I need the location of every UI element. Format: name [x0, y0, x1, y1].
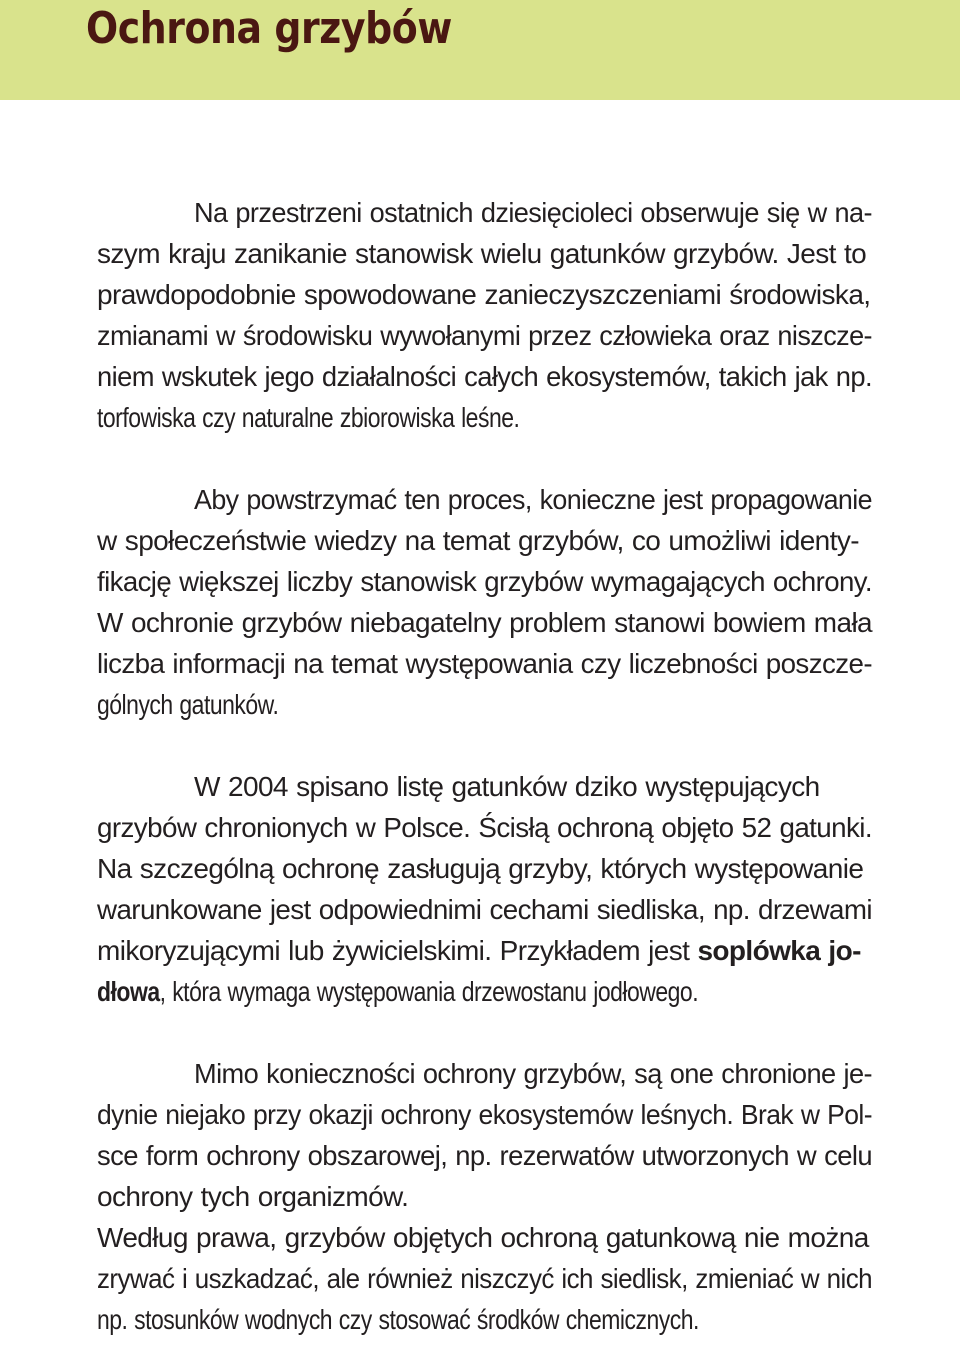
text-line: sce form ochrony obszarowej, np. rezerwatów utworzonych w celu — [97, 1140, 872, 1171]
species-name-bold: soplówka jo- — [697, 935, 861, 966]
text-line: Mimo konieczności ochrony grzybów, są one chronione je- — [194, 1058, 872, 1089]
text-line: np. stosunków wodnych czy stosować środków chemicznych. — [97, 1304, 699, 1335]
text-line-mixed — [97, 930, 872, 971]
text-line: gólnych gatunków. — [97, 689, 279, 720]
paragraph-4 — [97, 1053, 872, 1340]
text-segment: , która wymaga występowania drzewostanu jodłowego. — [159, 976, 699, 1007]
page-title: Ochrona grzybów — [86, 3, 452, 54]
text-line: torfowiska czy naturalne zbiorowiska leśne. — [97, 402, 520, 433]
paragraph-gap — [97, 438, 872, 479]
text-segment: mikoryzującymi lub żywicielskimi. Przykładem jest — [97, 935, 698, 966]
paragraph-3 — [97, 766, 872, 1012]
text-line: Na przestrzeni ostatnich dziesięcioleci obserwuje się w na- — [194, 197, 872, 228]
paragraph-2 — [97, 479, 872, 725]
text-line: W ochronie grzybów niebagatelny problem stanowi bowiem mała — [97, 607, 872, 638]
text-line-mixed — [97, 971, 872, 1012]
text-line: zrywać i uszkadzać, ale również niszczyć ich siedlisk, zmieniać w nich — [97, 1263, 872, 1294]
text-line: Według prawa, grzybów objętych ochroną gatunkową nie można — [97, 1222, 869, 1253]
species-name-bold: dłowa — [97, 976, 160, 1007]
paragraph-gap — [97, 725, 872, 766]
text-line: Aby powstrzymać ten proces, konieczne jest propagowanie — [194, 484, 872, 515]
text-line: dynie niejako przy okazji ochrony ekosystemów leśnych. Brak w Pol- — [97, 1099, 872, 1130]
text-line: zmianami w środowisku wywołanymi przez człowieka oraz niszcze- — [97, 320, 872, 351]
text-line: prawdopodobnie spowodowane zanieczyszczeniami środowiska, — [97, 279, 871, 310]
text-line: ochrony tych organizmów. — [97, 1181, 409, 1212]
text-line: fikację większej liczby stanowisk grzybów wymagających ochrony. — [97, 566, 872, 597]
text-line: niem wskutek jego działalności całych ekosystemów, takich jak np. — [97, 361, 872, 392]
text-line: w społeczeństwie wiedzy na temat grzybów, co umożliwi identy- — [97, 525, 859, 556]
paragraph-1 — [97, 192, 872, 438]
text-line: szym kraju zanikanie stanowisk wielu gatunków grzybów. Jest to — [97, 238, 867, 269]
text-line: W 2004 spisano listę gatunków dziko występujących — [194, 771, 820, 802]
paragraph-gap — [97, 1012, 872, 1053]
text-line: liczba informacji na temat występowania czy liczebności poszcze- — [97, 648, 872, 679]
text-line: grzybów chronionych w Polsce. Ścisłą ochroną objęto 52 gatunki. — [97, 812, 872, 843]
article-body — [97, 192, 872, 1340]
text-line: Na szczególną ochronę zasługują grzyby, których występowanie — [97, 853, 864, 884]
text-line: warunkowane jest odpowiednimi cechami siedliska, np. drzewami — [97, 894, 872, 925]
